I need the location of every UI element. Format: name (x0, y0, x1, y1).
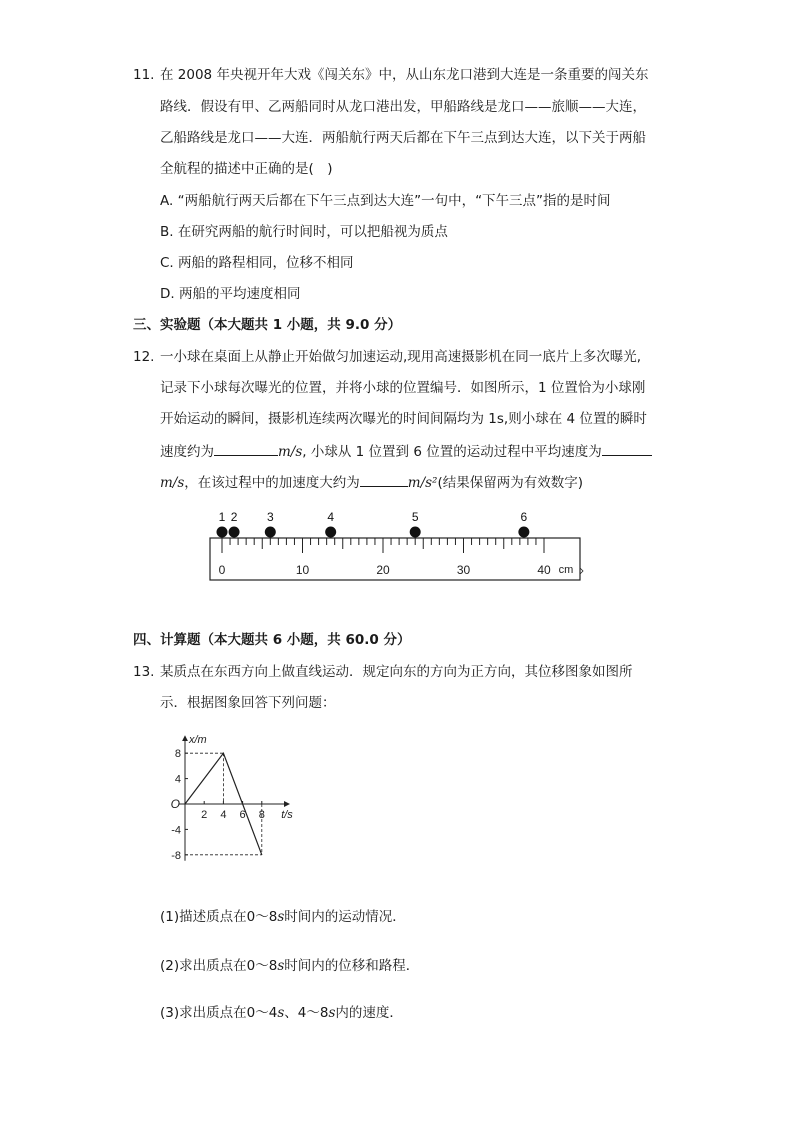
q11-text-line-2: 路线．假设有甲、乙两船同时从龙口港出发，甲船路线是龙口——旅顺——大连， (160, 99, 646, 115)
q11-number: 11. (133, 67, 155, 83)
ruler-unit-label: cm (558, 564, 574, 576)
unit-m-per-s2: m/s² (407, 475, 438, 491)
x-tick-label: 6 (239, 809, 246, 821)
q11-option-c: C. 两船的路程相同，位移不相同 (160, 255, 354, 271)
q12-number: 12. (133, 349, 155, 365)
ball-position-marker (229, 527, 240, 538)
answer-blank-average-velocity[interactable] (602, 441, 652, 456)
q12-line5-text-a: ，在该过程中的加速度大约为 (184, 475, 360, 491)
answer-blank-velocity-4[interactable] (214, 441, 278, 456)
ruler-label: 20 (376, 563, 390, 577)
displacement-time-graph (160, 725, 330, 870)
y-tick-label: -4 (171, 824, 181, 837)
q13-sub-2: (2)求出质点在0～8s时间内的位移和路程． (160, 958, 420, 974)
q11-text-line-4: 全航程的描述中正确的是( ) (160, 161, 333, 177)
ball-position-label: 2 (230, 510, 238, 524)
ball-position-label: 6 (520, 510, 528, 524)
ball-position-label: 3 (266, 510, 274, 524)
ball-position-marker (265, 527, 276, 538)
ball-position-label: 5 (411, 510, 419, 524)
q13-text-line-1: 某质点在东西方向上做直线运动．规定向东的方向为正方向，其位移图象如图所 (160, 664, 633, 680)
x-axis-label: t/s (281, 809, 293, 821)
q11-option-a: A. “两船航行两天后都在下午三点到达大连”一句中，“下午三点”指的是时间 (160, 193, 611, 209)
ball-position-label: 1 (218, 510, 226, 524)
q12-text-line-1: 一小球在桌面上从静止开始做匀加速运动,现用高速摄影机在同一底片上多次曝光, (160, 349, 642, 365)
ruler-figure (200, 500, 590, 590)
ball-position-marker (518, 527, 529, 538)
ruler-label: 30 (456, 563, 471, 577)
q12-line4-text-b: , 小球从 1 位置到 6 位置的运动过程中平均速度为 (302, 444, 602, 460)
x-tick-label: 4 (220, 809, 227, 821)
ruler-label: 10 (295, 563, 310, 577)
section-3-title: 三、实验题（本大题共 1 小题，共 9.0 分） (133, 317, 402, 333)
q13-sub-1: (1)描述质点在0～8s时间内的运动情况． (160, 909, 406, 925)
ruler-label: 0 (218, 563, 226, 577)
x-tick-label: 2 (201, 809, 208, 821)
y-tick-label: -8 (171, 849, 181, 862)
ball-position-marker (217, 527, 228, 538)
q11-option-d: D. 两船的平均速度相同 (160, 286, 301, 302)
x-tick-label: 8 (258, 809, 265, 821)
unit-m-per-s: m/s (278, 444, 303, 460)
section-4-title: 四、计算题（本大题共 6 小题，共 60.0 分） (133, 632, 411, 648)
q13-number: 13. (133, 664, 155, 680)
ruler-body (210, 538, 580, 580)
q12-line4-text-a: 速度约为 (160, 444, 214, 460)
q11-text-line-3: 乙船路线是龙口——大连．两船航行两天后都在下午三点到达大连，以下关于两船 (160, 130, 646, 146)
y-tick-label: 4 (174, 773, 181, 786)
ball-position-label: 4 (327, 510, 335, 524)
q12-line5-text-b: (结果保留两为有效数字) (437, 475, 584, 491)
y-axis-label: x/m (189, 734, 207, 747)
y-tick-label: 8 (174, 748, 181, 761)
q11-text-line-1: 在 2008 年央视开年大戏《闯关东》中，从山东龙口港到大连是一条重要的闯关东 (160, 67, 649, 83)
ruler-label: 40 (537, 563, 551, 577)
answer-blank-acceleration[interactable] (360, 472, 408, 487)
unit-m-per-s: m/s (160, 475, 185, 491)
ball-position-marker (410, 527, 421, 538)
q12-text-line-3: 开始运动的瞬间，摄影机连续两次曝光的时间间隔均为 1s,则小球在 4 位置的瞬时 (160, 411, 647, 427)
ball-position-marker (325, 527, 336, 538)
q12-text-line-5 (160, 472, 583, 492)
origin-label: O (170, 797, 180, 811)
q12-text-line-2: 记录下小球每次曝光的位置，并将小球的位置编号．如图所示，1 位置恰为小球刚 (160, 380, 646, 396)
q13-sub-3: (3)求出质点在0～4s、4～8s内的速度． (160, 1005, 403, 1021)
q11-option-b: B. 在研究两船的航行时间时，可以把船视为质点 (160, 224, 448, 240)
q13-text-line-2: 示．根据图象回答下列问题： (160, 695, 336, 711)
q12-text-line-4 (160, 441, 652, 461)
